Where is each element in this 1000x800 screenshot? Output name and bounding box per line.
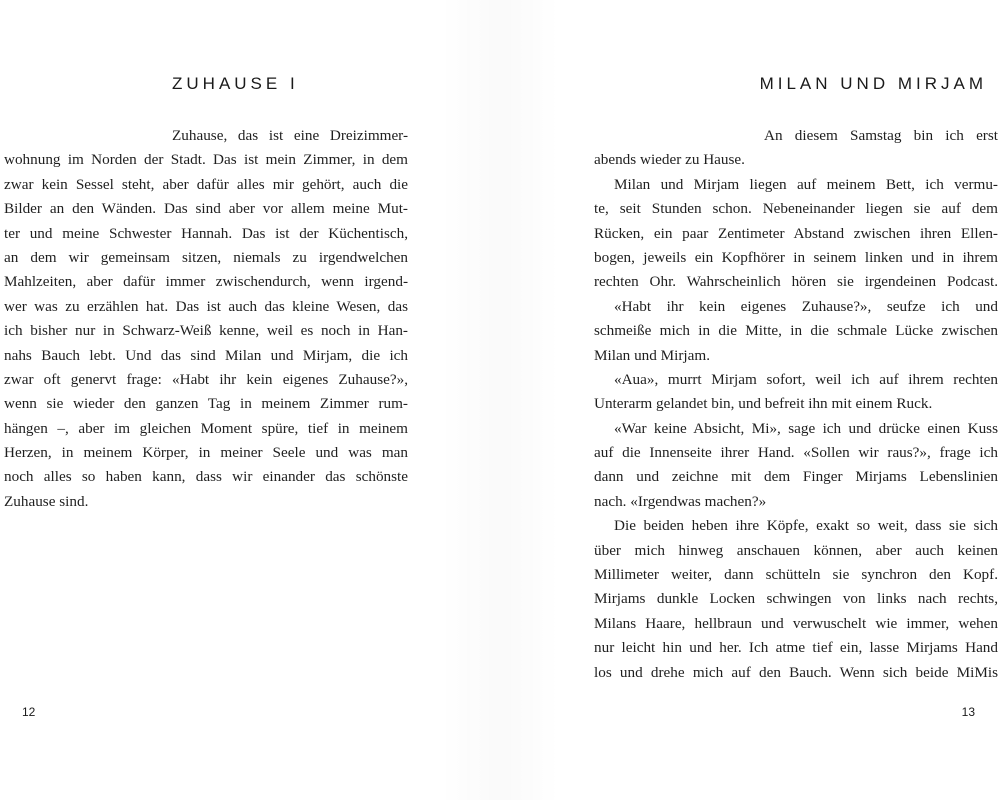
text-line: auf die Innenseite ihrer Hand. «Sollen wir raus?», frage ich [594,444,998,462]
text-line: «Habt ihr kein eigenes Zuhause?», seufze ich und [614,297,998,315]
right-page [500,0,1000,800]
text-line: hängen –, aber im gleichen Moment spüre, tief in meinem [4,419,408,437]
text-line: An diesem Samstag bin ich erst [764,127,998,144]
text-line: Milans Haare, hellbraun und verwuschelt wie immer, wehen [594,614,998,632]
page-number-right: 13 [961,705,975,719]
text-line: über mich hinweg anschauen können, aber auch keinen [594,541,998,559]
text-line: Mahlzeiten, aber dafür immer zwischendurch, wenn irgend- [4,273,408,291]
text-line: nahs Bauch lebt. Und das sind Milan und Mirjam, die ich [4,346,408,364]
text-line: Herzen, in meinem Körper, in meiner Seele und was man [4,444,408,462]
text-line: Unterarm gelandet bin, und befreit ihn mit einem Ruck. [594,395,933,413]
text-line: ich bisher nur in Schwarz-Weiß kenne, weil es noch in Han- [4,322,408,340]
text-line: bogen, jeweils ein Kopfhörer in seinem linken und in ihrem [594,248,998,266]
text-line: nach. «Irgendwas machen?» [594,492,767,510]
text-line: «War keine Absicht, Mi», sage ich und drücke einen Kuss [614,419,998,437]
text-line: los und drehe mich auf den Bauch. Wenn sich beide MiMis [594,663,998,681]
text-line: wohnung im Norden der Stadt. Das ist mein Zimmer, in dem [4,151,408,169]
text-line: dann und zeichne mit dem Finger Mirjams Lebenslinien [594,468,998,486]
page-number-left: 12 [22,705,36,719]
text-line: wenn sie wieder den ganzen Tag in meinem Zimmer rum- [4,395,408,413]
right-page-text [594,124,998,685]
text-line: wer was zu erzählen hat. Das ist auch das kleine Wesen, das [4,297,408,315]
text-line: abends wieder zu Hause. [594,151,745,169]
chapter-title-right: MILAN UND MIRJAM [759,74,987,93]
text-line: Milan und Mirjam. [594,346,711,364]
text-line: zwar oft genervt frage: «Habt ihr kein eigenes Zuhause?», [4,370,408,388]
text-line: schmeiße mich in die Mitte, in die schmale Lücke zwischen [594,322,998,340]
text-line: Millimeter weiter, dann schütteln sie synchron den Kopf. [594,566,998,584]
text-line: zwar kein Sessel steht, aber dafür alles mir gehört, auch die [4,175,408,193]
text-line: Zuhause sind. [4,492,89,510]
text-line: Milan und Mirjam liegen auf meinem Bett, ich vermu- [614,175,998,193]
text-line: noch alles so haben kann, dass wir einander das schönste [4,468,408,486]
text-line: Rücken, ein paar Zentimeter Abstand zwischen ihren Ellen- [594,224,998,242]
text-line: Die beiden heben ihre Köpfe, exakt so weit, dass sie sich [614,517,998,535]
text-line: Zuhause, das ist eine Dreizimmer- [172,127,408,144]
chapter-title-left: ZUHAUSE I [172,74,299,93]
text-line: rechten Ohr. Wahrscheinlich hören sie irgendeinen Podcast. [594,273,998,291]
text-line: ter und meine Schwester Hannah. Das ist der Küchentisch, [4,224,408,242]
text-line: an dem wir gemeinsam sitzen, niemals zu irgendwelchen [4,248,408,266]
text-line: nur leicht hin und her. Ich atme tief ein, lasse Mirjams Hand [594,639,998,657]
left-page-text [4,124,408,514]
text-line: Bilder an den Wänden. Das sind aber vor allem meine Mut- [4,200,408,218]
text-line: Mirjams dunkle Locken schwingen von links nach rechts, [594,590,998,608]
text-line: «Aua», murrt Mirjam sofort, weil ich auf ihrem rechten [614,370,998,388]
text-line: te, seit Stunden schon. Nebeneinander liegen sie auf dem [594,200,998,218]
